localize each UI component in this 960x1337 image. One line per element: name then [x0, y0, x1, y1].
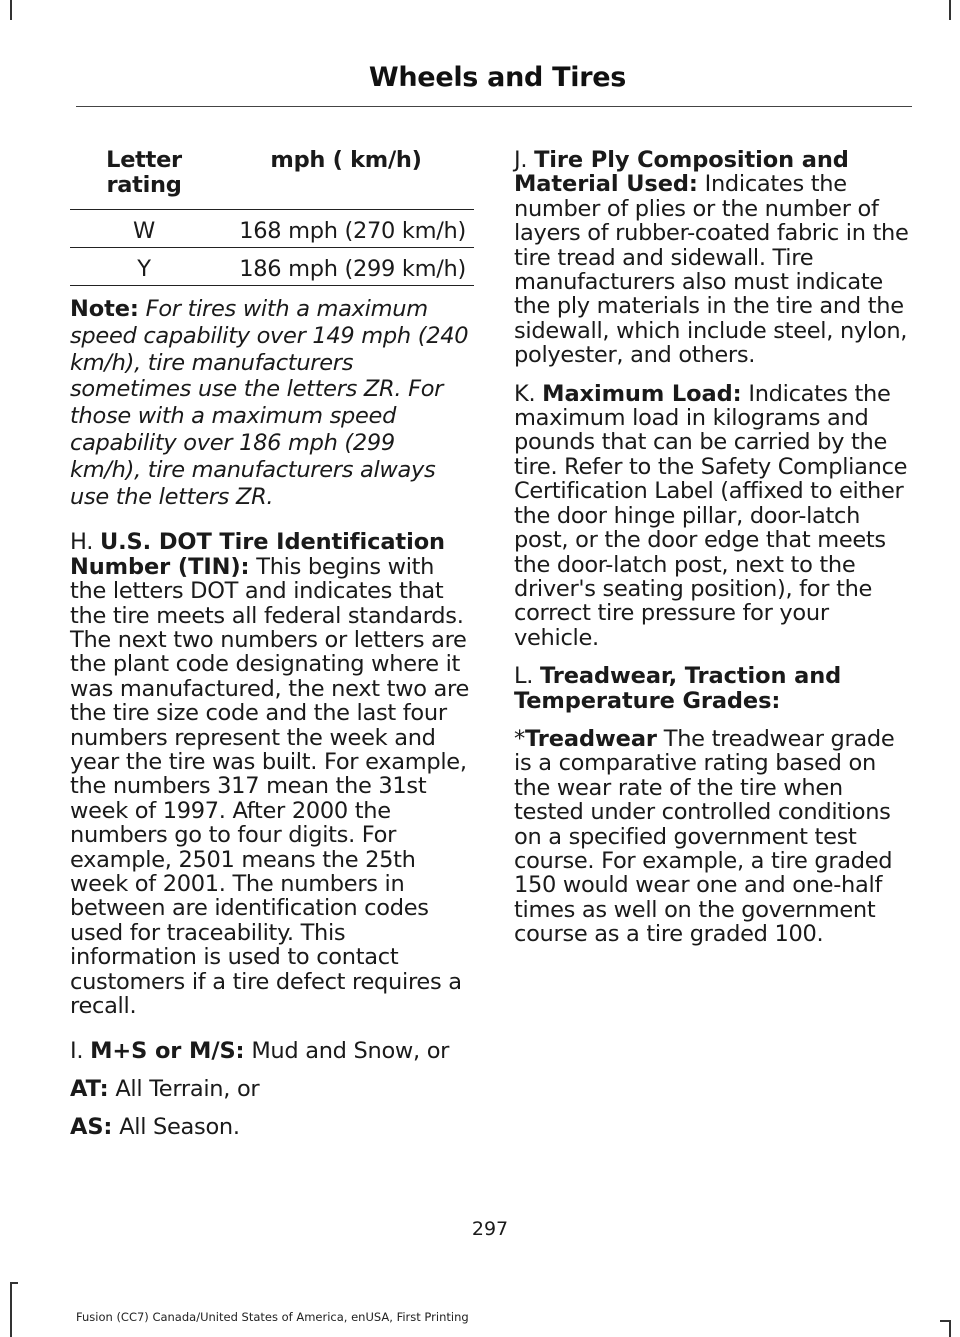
- item-j-text: Indicates the number of plies or the number of layers of rubber-coated fabric in the tire tread and sidewall. Tire manufacturers also must indicate the ply materials in the tire and the sidewall, which include steel, nylon, polyester, and others.: [514, 171, 909, 369]
- speed-rating-table: [70, 148, 474, 286]
- item-k-text: Indicates the maximum load in kilograms and pounds that can be carried by the tire. Refer to the Safety Compliance Certification Label (affixed to either the door hinge pillar, door-latch post, or the door edge that meets the door-latch post, next to the driver's seating position), for the correct tire pressure for your vehicle.: [514, 380, 908, 651]
- note-paragraph: [70, 296, 472, 510]
- item-h-prefix: H.: [70, 529, 94, 556]
- item-h-text: This begins with the letters DOT and indicates that the tire meets all federal standards. The next two numbers or letters are the plant code designating where it was manufactured, the next two are the tire size code and the last four numbers represent the week and year the tire was built. For example, the numbers 317 mean the 31st week of 1997. After 2000 the numbers go to four digits. For example, 2501 means the 25th week of 2001. The numbers in between are identification codes used for traceability. This information is used to contact customers if a tire defect requires a recall.: [70, 553, 470, 1020]
- column-header-letter-rating: Letter rating: [70, 148, 218, 210]
- table-cell-speed: 186 mph (299 km/h): [218, 248, 474, 286]
- table-row: [70, 248, 474, 286]
- item-l-paragraph: [514, 664, 910, 713]
- treadwear-text: The treadwear grade is a comparative rating based on the wear rate of the tire when tested under controlled conditions on a specified government test course. For example, a tire graded 150 would wear one and one-half times as well on the government course as a tire graded 100.: [514, 725, 895, 948]
- table-row: [70, 210, 474, 248]
- item-l-title: Treadwear, Traction and Temperature Grades:: [514, 663, 842, 714]
- item-i-as-paragraph: [70, 1115, 472, 1139]
- item-i-text: Mud and Snow, or: [251, 1037, 450, 1064]
- crop-mark-top-left: [10, 0, 12, 20]
- crop-mark-bottom-left: [10, 1282, 12, 1337]
- treadwear-title: Treadwear: [524, 725, 657, 752]
- crop-mark-bottom-right-h: [940, 1320, 950, 1322]
- table-header-row: [70, 148, 474, 210]
- table-cell-speed: 168 mph (270 km/h): [218, 210, 474, 248]
- crop-mark-top-right: [949, 0, 951, 20]
- note-text: For tires with a maximum speed capability over 149 mph (240 km/h), tire manufacturers sometimes use the letters ZR. For those with a maximum speed capability over 186 mph (299 km/h), tire manufacturers always use the letters ZR.: [70, 296, 469, 510]
- item-h-title: U.S. DOT Tire Identification Number (TIN):: [70, 529, 445, 580]
- item-i-title: M+S or M/S:: [90, 1037, 245, 1064]
- note-label: Note:: [70, 296, 139, 322]
- item-k-title: Maximum Load:: [542, 380, 742, 407]
- header-divider: [76, 106, 912, 107]
- right-column: [514, 148, 910, 961]
- item-j-title: Tire Ply Composition and Material Used:: [514, 147, 849, 198]
- item-k-prefix: K.: [514, 380, 536, 407]
- item-i-at-label: AT:: [70, 1075, 109, 1102]
- item-k-paragraph: [514, 382, 910, 650]
- page-title: Wheels and Tires: [368, 62, 626, 93]
- item-j-prefix: J.: [514, 147, 528, 173]
- crop-mark-bottom-right: [949, 1320, 951, 1337]
- left-column: [70, 148, 472, 1154]
- item-i-prefix: I.: [70, 1037, 84, 1064]
- item-i-at-text: All Terrain, or: [115, 1075, 260, 1102]
- item-i-as-label: AS:: [70, 1114, 113, 1141]
- column-header-speed: mph ( km/h): [218, 148, 474, 210]
- item-i-as-text: All Season.: [119, 1114, 240, 1141]
- item-h-paragraph: [70, 530, 472, 1018]
- page-number: 297: [471, 1218, 509, 1240]
- item-l-prefix: L.: [514, 663, 534, 690]
- item-i-paragraph: [70, 1039, 472, 1063]
- item-i-at-paragraph: [70, 1077, 472, 1101]
- table-cell-rating: Y: [70, 248, 218, 286]
- treadwear-paragraph: [514, 727, 910, 947]
- footer-text: Fusion (CC7) Canada/United States of America, enUSA, First Printing: [76, 1310, 469, 1324]
- table-cell-rating: W: [70, 210, 218, 248]
- item-j-paragraph: [514, 148, 910, 368]
- crop-mark-bottom-left-h: [10, 1282, 18, 1284]
- treadwear-star: *: [514, 725, 525, 752]
